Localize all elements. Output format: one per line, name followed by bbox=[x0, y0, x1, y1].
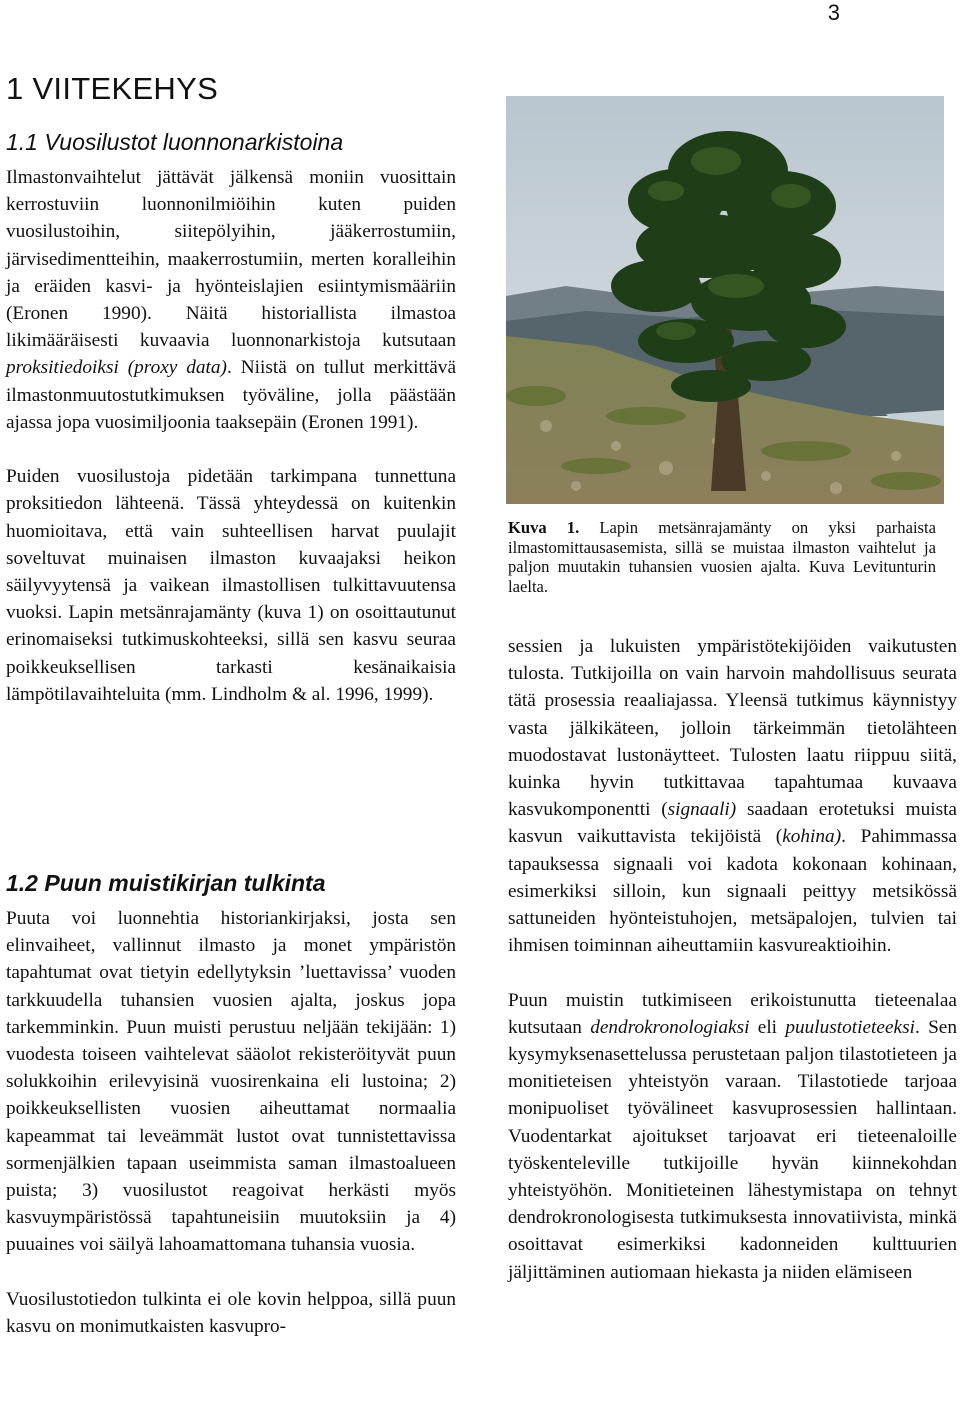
figure-label: Kuva 1. bbox=[508, 518, 580, 537]
text-run: . Niistä on tullut merkittävä ilmastonmuutostutkimuksen työväline, jolla päästään ajassa jopa vuosimiljoonia taaksepäin (Eronen 1991). bbox=[6, 357, 457, 433]
figure-photo bbox=[506, 96, 944, 504]
term-kohina: kohina) bbox=[782, 826, 842, 848]
page-number: 3 bbox=[827, 0, 840, 25]
paragraph-right-a bbox=[508, 633, 957, 959]
text-run: sessien ja lukuisten ympäristötekijöiden vaikutusten tulosta. Tutkijoilla on vain harvoin mahdollisuus seurata tätä prosessia reaaliajassa. Yleensä tutkimus käynnistyy vasta jälkikäteen, jolloin tärkeimmän tietolähteen muodostavat lustonäytteet. Tulosten laatu riippuu siitä, kuinka hyvin tutkittavaa tapahtumaa kuvaava kasvukomponentti ( bbox=[508, 636, 957, 821]
term-signaali: signaali) bbox=[667, 799, 737, 821]
right-column bbox=[508, 633, 957, 1286]
text-run: . Pahimmassa tapauksessa signaali voi kadota kokonaan kohinaan, esimerkiksi silloin, kun signaali peittyy metsikössä sattuneiden hyönteistuhojen, metsäpalojen, tulvien tai ihmisen toiminnan aiheuttamiin kasvureaktioihin. bbox=[508, 826, 957, 957]
text-run: Ilmastonvaihtelut jättävät jälkensä moniin vuosittain kerrostuviin luonnonilmiöihin kuten puiden vuosilustoihin, siitepölyihin, jääkerrostumiin, järvisedimentteihin, maakerrostumiin, merten koralleihin ja eräiden kasvi- ja hyönteislajien esiintymismääriin (Eronen 1990). Näitä historiallista ilmastoa likimääräisesti kuvaavia luonnonarkistoja kutsutaan bbox=[6, 167, 456, 352]
chapter-title: 1 VIITEKEHYS bbox=[6, 71, 219, 106]
paragraph-1-2-b: Vuosilustotiedon tulkinta ei ole kovin helppoa, sillä puun kasvu on monimutkaisten kasvupro- bbox=[6, 1288, 456, 1338]
text-run: . Sen kysymyksenasettelussa perustetaan paljon tilastotieteen ja monitieteisen yhteistyön varaan. Tilastotiede tarjoaa monipuoliset työvälineet kasvuprosessien hallintaan. Vuodentarkat ajoitukset tarjoavat eri tieteenaloille työskenteleville tutkijoille hyvän kiinnekohdan yhteistyöhön. Monitieteinen lähestymistapa on tehnyt dendrokronologisesta tutkimuksesta innovatiivista, minkä osoittavat esimerkiksi kadonneiden kulttuurien jäljittäminen autiomaan hiekasta ja niiden elämiseen bbox=[508, 1016, 958, 1283]
text-run: eli bbox=[749, 1016, 786, 1038]
term-proxy-data: proksitiedoiksi (proxy data) bbox=[6, 357, 227, 379]
term-puulustotiede: puulustotieteeksi bbox=[785, 1016, 915, 1038]
paragraph-1-1-b: Puiden vuosilustoja pidetään tarkimpana tunnettuna proksitiedon lähteenä. Tässä yhteydessä on kuitenkin huomioitava, että vain suhteellisen harvat puulajit soveltuvat muinaisen ilmaston kuvaajaksi heikon säilyvyytensä ja vaikean ilmastollisen tulkittavuutensa vuoksi. Lapin metsänrajamänty (kuva 1) on osoittautunut erinomaiseksi tutkimuskohteeksi, sillä sen kasvu seuraa poikkeuksellisen tarkasti kesänaikaisia lämpötilavaihteluita (mm. Lindholm & al. 1996, 1999). bbox=[6, 466, 456, 705]
paragraph-right-b bbox=[508, 987, 957, 1286]
figure-caption bbox=[508, 518, 936, 596]
text-run: Puun muistin tutkimiseen erikoistunutta tieteenalaa kutsutaan bbox=[508, 989, 957, 1038]
term-dendrokronologia: dendrokronologiaksi bbox=[590, 1016, 750, 1038]
section-title-1-2: 1.2 Puun muistikirjan tulkinta bbox=[6, 870, 326, 896]
text-run: saadaan erotetuksi muista kasvun vaikuttavista tekijöistä ( bbox=[508, 799, 957, 848]
paragraph-1-1-a bbox=[6, 164, 456, 436]
paragraph-1-2-a: Puuta voi luonnehtia historiankirjaksi, josta sen elinvaiheet, vallinnut ilmasto ja monet ympäristön tapahtumat ovat tietyin edellytyksin ’luettavissa’ vuoden tarkkuudella tuhansien vuosien ajalta, joskus jopa tarkemminkin. Puun muisti perustuu neljään tekijään: 1) vuodesta toiseen vaihtelevat sääolot rekisteröityvät puun solukkoihin erilevyisinä vuosirenkaina eli lustoina; 2) poikkeuksellisten vuosien aiheuttamat normaalia kapeammat tai leveämmät lustot ovat tunnistettavissa sormenjälkien tapaan useimmista saman ilmastoalueen puista; 3) vuosilustot reagoivat herkästi myös kasvuympäristössä tapahtuneisiin muutoksiin ja 4) puuaines voi säilyä lahoamattomana tuhansia vuosia. bbox=[6, 908, 456, 1256]
left-column-bottom bbox=[6, 905, 456, 1340]
section-title-1-1: 1.1 Vuosilustot luonnonarkistoina bbox=[6, 129, 344, 155]
left-column-top bbox=[6, 164, 456, 708]
figure-caption-text: Lapin metsänrajamänty on yksi parhaista ilmastomittausasemista, sillä se muistaa ilmaston vaihtelut ja paljon muutakin tuhansien vuosien ajalta. Kuva Levitunturin laelta. bbox=[508, 518, 936, 596]
